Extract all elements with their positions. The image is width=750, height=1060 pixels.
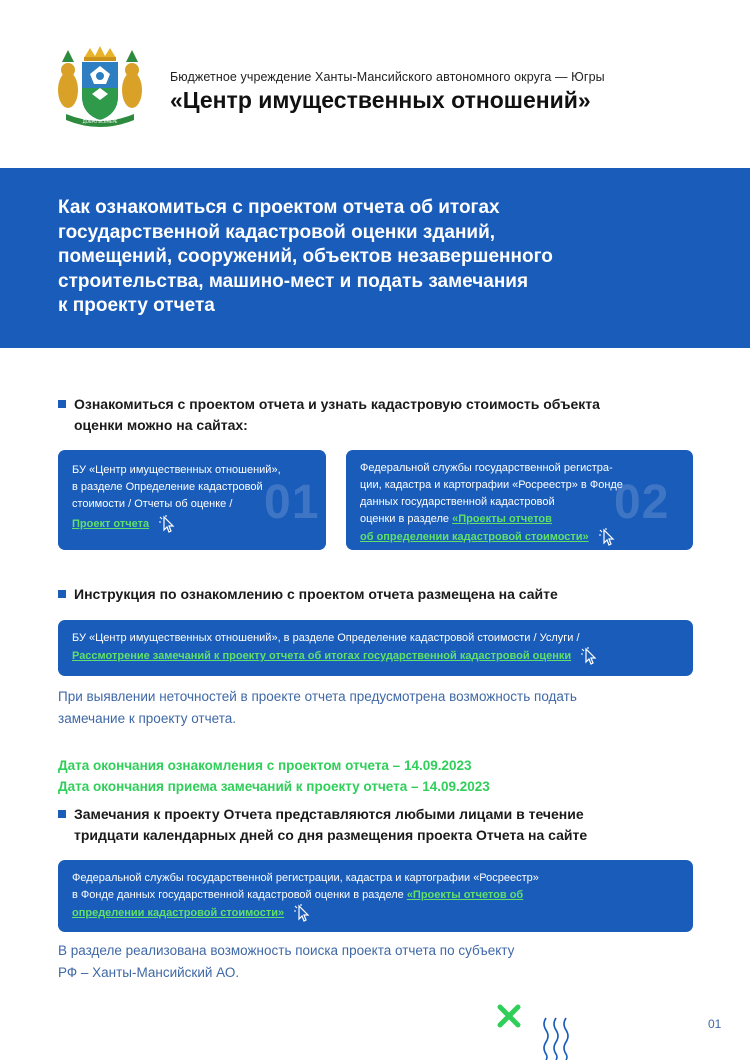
- deadline-review: Дата окончания ознакомления с проектом отчета – 14.09.2023: [58, 758, 472, 773]
- card2-line: Федеральной службы государственной регистра-: [360, 462, 613, 474]
- header: [0, 0, 750, 168]
- deadline-comments: Дата окончания приема замечаний к проекту отчета – 14.09.2023: [58, 779, 490, 794]
- instruction-card-line: БУ «Центр имущественных отношений», в разделе Определение кадастровой стоимости / Услуги /: [72, 632, 580, 644]
- banner-title-line: к проекту отчета: [58, 295, 215, 316]
- click-cursor-icon: [158, 515, 180, 533]
- card2-line: оценки в разделе: [360, 513, 453, 525]
- org-subtitle: Бюджетное учреждение Ханты-Мансийского автономного округа — Югры: [170, 70, 605, 84]
- section1-heading: [58, 394, 600, 436]
- instruction-card: [58, 620, 693, 676]
- rosreestr-card: [58, 860, 693, 932]
- rosreestr-projects-link[interactable]: «Проекты отчетов: [452, 513, 552, 525]
- page-number: 01: [708, 1017, 722, 1031]
- card2-line: данных государственной кадастровой: [360, 496, 555, 508]
- card1-line: БУ «Центр имущественных отношений»,: [72, 464, 281, 476]
- section2-heading-text: Инструкция по ознакомлению с проектом отчета размещена на сайте: [74, 586, 558, 602]
- card-number: 02: [614, 476, 670, 529]
- card1-line: стоимости / Отчеты об оценке /: [72, 498, 233, 510]
- emblem-motto: ДОБРО ВСЕМЕРЕ: [82, 119, 118, 124]
- section2-heading: [58, 584, 558, 605]
- section3-note: [58, 940, 514, 984]
- project-report-link[interactable]: Проект отчета: [72, 517, 150, 530]
- section2-note: [58, 686, 577, 730]
- note-line: РФ – Ханты-Мансийский АО.: [58, 965, 240, 980]
- click-cursor-icon: [598, 528, 620, 546]
- note-line: В разделе реализована возможность поиска проекта отчета по субъекту: [58, 943, 515, 958]
- section3-heading-line: тридцати календарных дней со дня размещения проекта Отчета на сайте: [74, 827, 588, 843]
- source-card-1: [58, 450, 326, 550]
- section1-heading-line: оценки можно на сайтах:: [74, 417, 248, 433]
- banner-title: [58, 196, 678, 319]
- rosreestr-card-line: Федеральной службы государственной регистрации, кадастра и картографии «Росреестр»: [72, 872, 539, 884]
- coat-of-arms-emblem: [54, 44, 146, 128]
- card-number: 01: [264, 476, 320, 529]
- banner-title-line: государственной кадастровой оценки зданий,: [58, 221, 496, 243]
- click-cursor-icon: [580, 647, 602, 665]
- source-card-2: [346, 450, 693, 550]
- card2-line: ции, кадастра и картографии «Росреестр» в Фонде: [360, 479, 623, 491]
- rosreestr-section-link-cont[interactable]: определении кадастровой стоимости»: [72, 906, 285, 919]
- bullet-square: [58, 590, 66, 598]
- bullet-square: [58, 810, 66, 818]
- rosreestr-card-line: в Фонде данных государственной кадастровой оценки в разделе: [72, 889, 407, 901]
- click-cursor-icon: [293, 904, 315, 922]
- section3-heading: [58, 804, 587, 846]
- instruction-link[interactable]: Рассмотрение замечаний к проекту отчета об итогах государственной кадастровой оценки: [72, 649, 572, 662]
- org-title: «Центр имущественных отношений»: [170, 87, 591, 113]
- section3-heading-line: Замечания к проекту Отчета представляются любыми лицами в течение: [74, 806, 584, 822]
- card1-line: в разделе Определение кадастровой: [72, 481, 263, 493]
- rosreestr-section-link[interactable]: «Проекты отчетов об: [406, 889, 524, 901]
- banner-title-line: строительства, машино-мест и подать замечания: [58, 270, 529, 292]
- section1-heading-line: Ознакомиться с проектом отчета и узнать кадастровую стоимость объекта: [74, 396, 600, 412]
- note-line: При выявлении неточностей в проекте отчета предусмотрена возможность подать: [58, 689, 577, 704]
- rosreestr-projects-link-cont[interactable]: об определении кадастровой стоимости»: [360, 530, 589, 543]
- bullet-square: [58, 400, 66, 408]
- banner-title-line: Как ознакомиться с проектом отчета об итогах: [58, 197, 500, 218]
- banner-title-line: помещений, сооружений, объектов незавершенного: [58, 246, 553, 267]
- wave-lines-icon: [540, 1016, 574, 1060]
- green-cross-icon: [496, 1003, 522, 1029]
- note-line: замечание к проекту отчета.: [58, 711, 236, 726]
